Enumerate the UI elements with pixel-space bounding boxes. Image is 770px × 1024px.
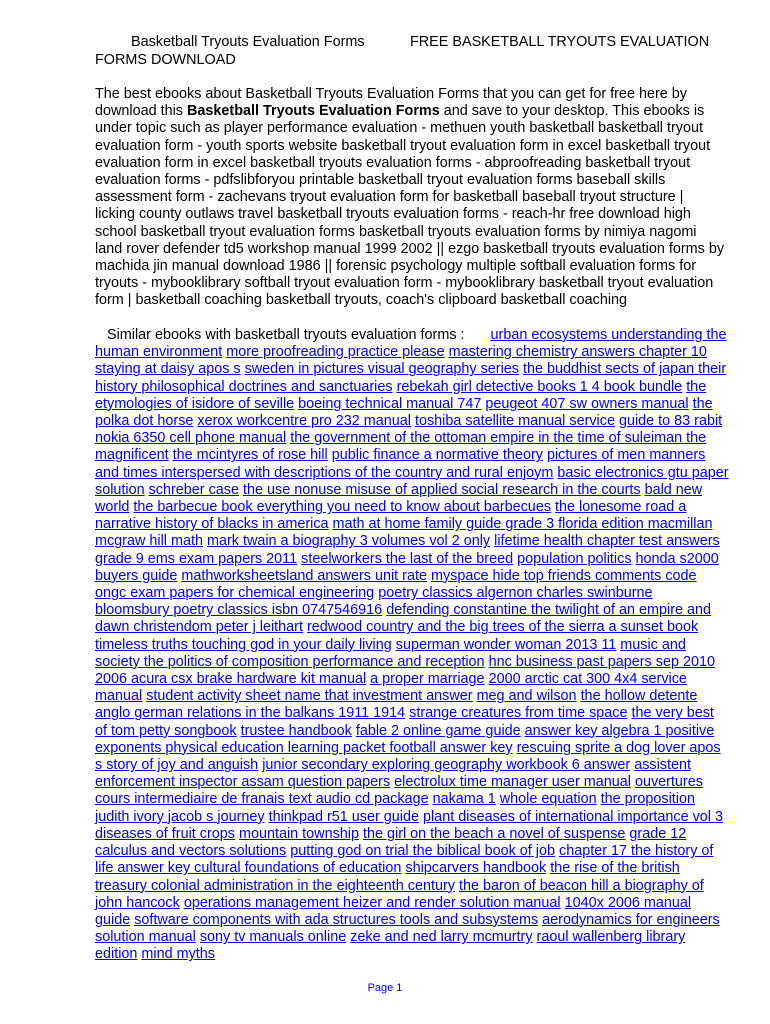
ebook-link[interactable]: the government of the ottoman empire in the time of suleiman the magnificent <box>95 430 707 464</box>
ebook-link[interactable]: the polka dot horse <box>95 395 713 430</box>
ebook-link[interactable]: population politics <box>517 550 632 567</box>
ebook-link[interactable]: the lonesome road a narrative history of blacks in america <box>95 499 687 533</box>
intro-text-rest: and save to your desktop. This ebooks is under topic such as player performance evaluation - methuen youth basketball basketball tryout evaluation form - youth sports website basketball tryout evaluation form in excel basketball tryout evaluation form in excel basketball tryouts evaluation forms - abproofreading basketball tryout evaluation forms - pdfslibforyou printable basketball tryout evaluation forms baseball skills assessment form - zachevans tryout evaluation form for basketball baseball tryout structure | licking county outlaws travel basketball tryouts evaluation forms - reach-hr free download high school basketball tryout evaluation forms basketball tryouts evaluation forms by nimiya nagomi land rover defender td5 workshop manual 1999 2002 || ezgo basketball tryouts evaluation forms by machida jin manual download 1986 || forensic psychology multiple softball evaluation forms for tryouts - mybooklibrary softball tryout evaluation form - mybooklibrary basketball tryout evaluation form | basketball coaching basketball tryouts, coach's clipboard basketball coaching <box>95 103 725 309</box>
similar-ebooks-section <box>95 327 729 964</box>
ebook-link[interactable]: whole equation <box>499 791 597 808</box>
ebook-link[interactable]: the very best of tom petty songbook <box>95 705 714 739</box>
ebook-link[interactable]: rebekah girl detective books 1 4 book bundle <box>396 378 683 395</box>
ebook-link[interactable]: bald new world <box>95 481 703 516</box>
ebook-link[interactable]: assistent enforcement inspector assam question papers <box>95 757 691 791</box>
ebook-link[interactable]: poetry classics algernon charles swinburne bloomsbury poetry classics isbn 0747546916 <box>95 585 653 619</box>
ebook-link[interactable]: 2006 acura csx brake hardware kit manual <box>95 671 367 688</box>
ebook-link[interactable]: zeke and ned larry mcmurtry <box>350 929 533 946</box>
page-header <box>95 34 727 69</box>
ebook-link[interactable]: student activity sheet name that investment answer <box>146 688 473 705</box>
intro-text-start: The best ebooks about Basketball Tryouts Evaluation Forms that you can get for free here by download this <box>95 86 687 120</box>
ebook-link[interactable]: boeing technical manual 747 <box>298 395 482 412</box>
ebook-link[interactable]: pictures of men manners and times interspersed with descriptions of the country and rural enjoym <box>95 447 706 481</box>
header-title-left: Basketball Tryouts Evaluation Forms <box>131 34 365 50</box>
ebook-link[interactable]: schreber case <box>148 481 239 498</box>
ebook-link[interactable]: mark twain a biography 3 volumes vol 2 only <box>206 533 491 550</box>
ebook-link[interactable]: guide to 83 rabit nokia 6350 cell phone manual <box>95 413 723 447</box>
ebook-link[interactable]: 2000 arctic cat 300 4x4 service manual <box>95 671 687 705</box>
ebook-link[interactable]: myspace hide top friends comments code <box>430 567 697 584</box>
ebook-link[interactable]: public finance a normative theory <box>331 447 543 464</box>
ebook-link[interactable]: mountain township <box>238 825 359 842</box>
ebook-link[interactable]: a proper marriage <box>370 671 485 688</box>
similar-ebooks-links <box>95 327 729 962</box>
ebook-link[interactable]: sony tv manuals online <box>199 929 347 946</box>
intro-bold-title: Basketball Tryouts Evaluation Forms <box>187 103 440 120</box>
ebook-link[interactable]: the barbecue book everything you need to know about barbecues <box>133 499 552 516</box>
ebook-link[interactable]: answer key algebra 1 positive exponents physical education learning packet football answer key <box>95 722 715 756</box>
ebook-link[interactable]: shipcarvers handbook <box>405 860 547 877</box>
ebook-link[interactable]: redwood country and the big trees of the sierra a sunset book <box>306 619 699 636</box>
ebook-link[interactable]: putting god on trial the biblical book of job <box>290 843 555 860</box>
ebook-link[interactable]: the baron of beacon hill a biography of john hancock <box>95 877 704 911</box>
ebook-link[interactable]: thinkpad r51 user guide <box>268 808 419 825</box>
ebook-link[interactable]: basic electronics gtu paper solution <box>95 464 729 498</box>
ebook-link[interactable]: toshiba satellite manual service <box>414 413 615 430</box>
ebook-link[interactable]: mind myths <box>141 946 215 963</box>
ebook-link[interactable]: trustee handbook <box>240 722 352 739</box>
ebook-link[interactable]: electrolux time manager user manual <box>394 774 631 791</box>
ebook-link[interactable]: nakama 1 <box>432 791 496 808</box>
header-title-continuation: FORMS DOWNLOAD <box>95 51 236 68</box>
ebook-link[interactable]: the girl on the beach a novel of suspense <box>362 825 626 842</box>
ebook-link[interactable]: sweden in pictures visual geography series <box>244 361 519 378</box>
ebook-link[interactable]: peugeot 407 sw owners manual <box>485 395 689 412</box>
ebook-link[interactable]: plant diseases of international importance vol 3 diseases of fruit crops <box>95 808 723 842</box>
header-title-right: FREE BASKETBALL TRYOUTS EVALUATION <box>410 34 710 50</box>
page-number: Page 1 <box>367 982 403 994</box>
ebook-link[interactable]: grade 12 calculus and vectors solutions <box>95 825 687 860</box>
ebook-link[interactable]: the etymologies of isidore of seville <box>95 378 707 412</box>
ebook-link[interactable]: the use nonuse misuse of applied social research in the courts <box>243 481 641 498</box>
ebook-link[interactable]: ongc exam papers for chemical engineering <box>95 585 375 602</box>
ebook-link[interactable]: math at home family guide grade 3 florida edition macmillan mcgraw hill math <box>95 516 713 550</box>
ebook-link[interactable]: aerodynamics for engineers solution manual <box>95 911 720 946</box>
ebook-link[interactable]: the proposition judith ivory jacob s journey <box>95 791 696 825</box>
ebook-link[interactable]: steelworkers the last of the breed <box>301 550 514 567</box>
intro-paragraph <box>95 86 727 310</box>
ebook-link[interactable]: operations management heizer and render solution manual <box>183 894 561 911</box>
ebook-link[interactable]: mathworksheetsland answers unit rate <box>181 567 427 584</box>
ebook-link[interactable]: 1040x 2006 manual guide <box>95 894 692 928</box>
ebook-link[interactable]: strange creatures from time space <box>409 705 628 722</box>
ebook-link[interactable]: mastering chemistry answers chapter 10 staying at daisy apos s <box>95 344 707 378</box>
ebook-link[interactable]: honda s2000 buyers guide <box>95 550 719 584</box>
ebook-link[interactable]: raoul wallenberg library edition <box>95 929 686 963</box>
ebook-link[interactable]: more proofreading practice please <box>226 344 445 361</box>
ebook-link[interactable]: junior secondary exploring geography workbook 6 answer <box>262 757 631 774</box>
ebook-link[interactable]: defending constantine the twilight of an empire and dawn christendom peter j leithart <box>95 602 711 636</box>
ebook-link[interactable]: urban ecosystems understanding the human environment <box>95 327 727 361</box>
ebook-link[interactable]: meg and wilson <box>476 688 577 705</box>
ebook-link[interactable]: the hollow detente anglo german relations in the balkans 1911 1914 <box>95 688 698 722</box>
ebook-link[interactable]: music and society the politics of composition performance and reception <box>95 636 686 670</box>
ebook-link[interactable]: rescuing sprite a dog lover apos s story of joy and anguish <box>95 739 721 774</box>
ebook-link[interactable]: chapter 17 the history of life answer key cultural foundations of education <box>95 843 714 877</box>
ebook-link[interactable]: software components with ada structures tools and subsystems <box>134 911 539 928</box>
similar-ebooks-heading: Similar ebooks with basketball tryouts evaluation forms : <box>107 327 465 343</box>
ebook-link[interactable]: hnc business past papers sep 2010 <box>488 653 715 670</box>
ebook-link[interactable]: xerox workcentre pro 232 manual <box>197 413 411 430</box>
ebook-link[interactable]: the buddhist sects of japan their history philosophical doctrines and sanctuaries <box>95 361 727 395</box>
ebook-link[interactable]: lifetime health chapter test answers grade 9 ems exam papers 2011 <box>95 533 720 567</box>
ebook-link[interactable]: the rise of the british treasury colonial administration in the eighteenth century <box>95 860 680 894</box>
ebook-link[interactable]: ouvertures cours intermediaire de franais text audio cd package <box>95 774 703 808</box>
ebook-link[interactable]: superman wonder woman 2013 11 <box>395 636 617 653</box>
ebook-link[interactable]: fable 2 online game guide <box>355 722 521 739</box>
ebook-link[interactable]: the mcintyres of rose hill <box>172 447 328 464</box>
ebook-link[interactable]: timeless truths touching god in your daily living <box>95 636 392 653</box>
